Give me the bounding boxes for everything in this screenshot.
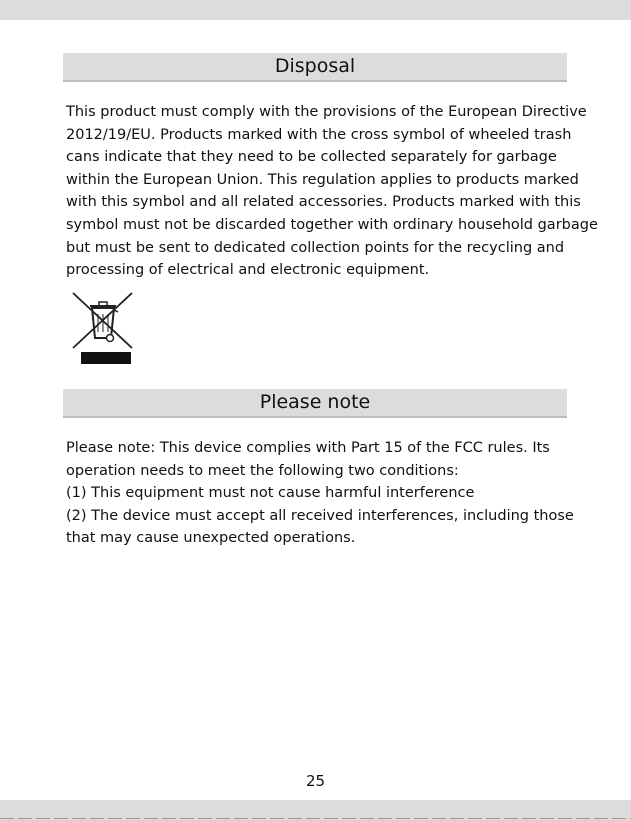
disposal-line: with this symbol and all related accessories. Products marked with this	[66, 194, 581, 211]
disposal-line: 2012/19/EU. Products marked with the cross symbol of wheeled trash	[66, 126, 572, 143]
note-line: that may cause unexpected operations.	[66, 530, 356, 547]
note-line: (2) The device must accept all received interferences, including those	[66, 507, 574, 524]
bottom-band	[0, 800, 631, 820]
note-line: (1) This equipment must not cause harmful interference	[66, 485, 475, 502]
disposal-line: cans indicate that they need to be collected separately for garbage	[66, 149, 557, 166]
top-band	[0, 0, 631, 20]
note-line: operation needs to meet the following two conditions:	[66, 462, 459, 479]
disposal-line: within the European Union. This regulation applies to products marked	[66, 171, 579, 188]
note-line: Please note: This device complies with Part 15 of the FCC rules. Its	[66, 440, 550, 456]
disposal-line: symbol must not be discarded together with ordinary household garbage	[66, 216, 598, 233]
note-paragraph	[66, 437, 574, 550]
crossed-out-wheelie-bin-icon	[70, 290, 136, 364]
disposal-line: but must be sent to dedicated collection points for the recycling and	[66, 239, 565, 256]
note-title: Please note	[259, 391, 371, 413]
disposal-title: Disposal	[274, 55, 356, 77]
disposal-paragraph	[66, 101, 598, 282]
disposal-header	[63, 53, 567, 82]
page-number: 25	[305, 772, 326, 790]
disposal-line: processing of electrical and electronic equipment.	[66, 262, 430, 279]
disposal-line: This product must comply with the provisions of the European Directive	[66, 104, 587, 120]
note-header	[63, 389, 567, 418]
